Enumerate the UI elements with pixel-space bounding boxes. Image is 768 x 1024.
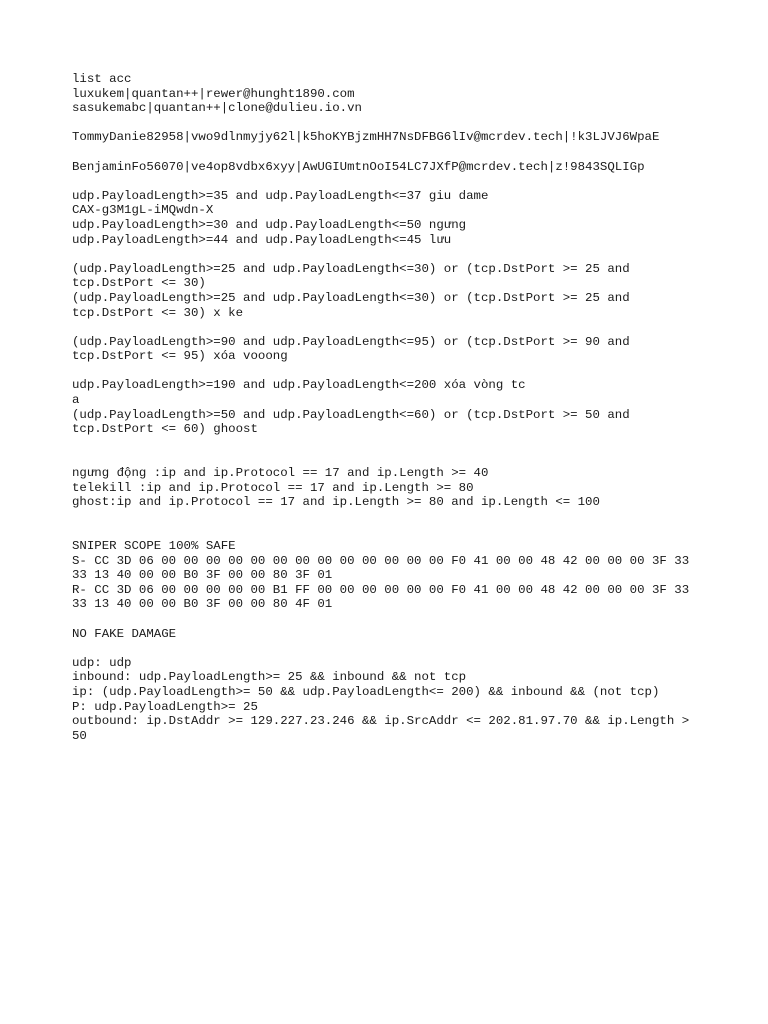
blank-line <box>72 174 702 189</box>
hex-line: S- CC 3D 06 00 00 00 00 00 00 00 00 00 00 00 00 00 F0 41 00 00 48 42 00 00 00 3F 33 <box>72 553 690 568</box>
blank-line <box>72 510 702 539</box>
key-line: CAX-g3M1gL-iMQwdn-X <box>72 203 214 218</box>
blank-line <box>72 612 702 627</box>
blank-line <box>72 116 702 131</box>
filter-line: a <box>72 393 80 408</box>
section-heading: SNIPER SCOPE 100% SAFE <box>72 539 236 553</box>
blank-line <box>72 247 702 262</box>
document-body <box>72 72 702 743</box>
account-line: sasukemabc|quantan++|clone@dulieu.io.vn <box>72 101 362 116</box>
hex-line: R- CC 3D 06 00 00 00 00 00 B1 FF 00 00 00 00 00 00 F0 41 00 00 48 42 00 00 00 3F 33 <box>72 582 690 597</box>
filter-line: (udp.PayloadLength>=25 and udp.PayloadLength<=30) or (tcp.DstPort >= 25 and <box>72 261 630 276</box>
filter-line: ip: (udp.PayloadLength>= 50 && udp.PayloadLength<= 200) && inbound && (not tcp) <box>72 684 660 699</box>
filter-line: (udp.PayloadLength>=25 and udp.PayloadLength<=30) or (tcp.DstPort >= 25 and <box>72 290 630 305</box>
blank-line <box>72 320 702 335</box>
filter-line: udp.PayloadLength>=44 and udp.PayloadLength<=45 lưu <box>72 232 452 247</box>
hex-line: 33 13 40 00 00 B0 3F 00 00 80 4F 01 <box>72 597 333 612</box>
blank-line <box>72 364 702 379</box>
filter-line: 50 <box>72 728 87 743</box>
filter-line: udp.PayloadLength>=30 and udp.PayloadLength<=50 ngưng <box>72 217 467 232</box>
account-line: TommyDanie82958|vwo9dlnmyjy62l|k5hoKYBjzmHH7NsDFBG6lIv@mcrdev.tech|!k3LJVJ6WpaE <box>72 130 660 145</box>
section-heading: NO FAKE DAMAGE <box>72 626 177 641</box>
filter-line: tcp.DstPort <= 30) <box>72 276 206 291</box>
blank-line <box>72 145 702 160</box>
blank-line <box>72 641 702 656</box>
filter-line: (udp.PayloadLength>=50 and udp.PayloadLength<=60) or (tcp.DstPort >= 50 and <box>72 407 630 422</box>
account-line: BenjaminFo56070|ve4op8vdbx6xyy|AwUGIUmtnOoI54LC7JXfP@mcrdev.tech|z!9843SQLIGp <box>72 159 645 174</box>
filter-line: ghost:ip and ip.Protocol == 17 and ip.Length >= 80 and ip.Length <= 100 <box>72 495 600 510</box>
filter-line: tcp.DstPort <= 60) ghoost <box>72 422 258 437</box>
filter-line: (udp.PayloadLength>=90 and udp.PayloadLength<=95) or (tcp.DstPort >= 90 and <box>72 334 630 349</box>
filter-line: ngưng động :ip and ip.Protocol == 17 and ip.Length >= 40 <box>72 466 489 481</box>
filter-line: inbound: udp.PayloadLength>= 25 && inbound && not tcp <box>72 670 467 685</box>
filter-line: udp.PayloadLength>=190 and udp.PayloadLength<=200 xóa vòng tc <box>72 378 526 393</box>
filter-line: udp: udp <box>72 655 132 670</box>
blank-line <box>72 437 702 466</box>
filter-line: outbound: ip.DstAddr >= 129.227.23.246 && ip.SrcAddr <= 202.81.97.70 && ip.Length > <box>72 714 690 729</box>
filter-line: telekill :ip and ip.Protocol == 17 and ip.Length >= 80 <box>72 480 474 495</box>
account-line: luxukem|quantan++|rewer@hunght1890.com <box>72 86 355 101</box>
heading-list-acc: list acc <box>72 72 132 86</box>
hex-line: 33 13 40 00 00 B0 3F 00 00 80 3F 01 <box>72 568 333 583</box>
filter-line: tcp.DstPort <= 95) xóa vooong <box>72 349 288 364</box>
filter-line: udp.PayloadLength>=35 and udp.PayloadLength<=37 giu dame <box>72 188 489 203</box>
filter-line: P: udp.PayloadLength>= 25 <box>72 699 258 714</box>
filter-line: tcp.DstPort <= 30) x ke <box>72 305 244 320</box>
